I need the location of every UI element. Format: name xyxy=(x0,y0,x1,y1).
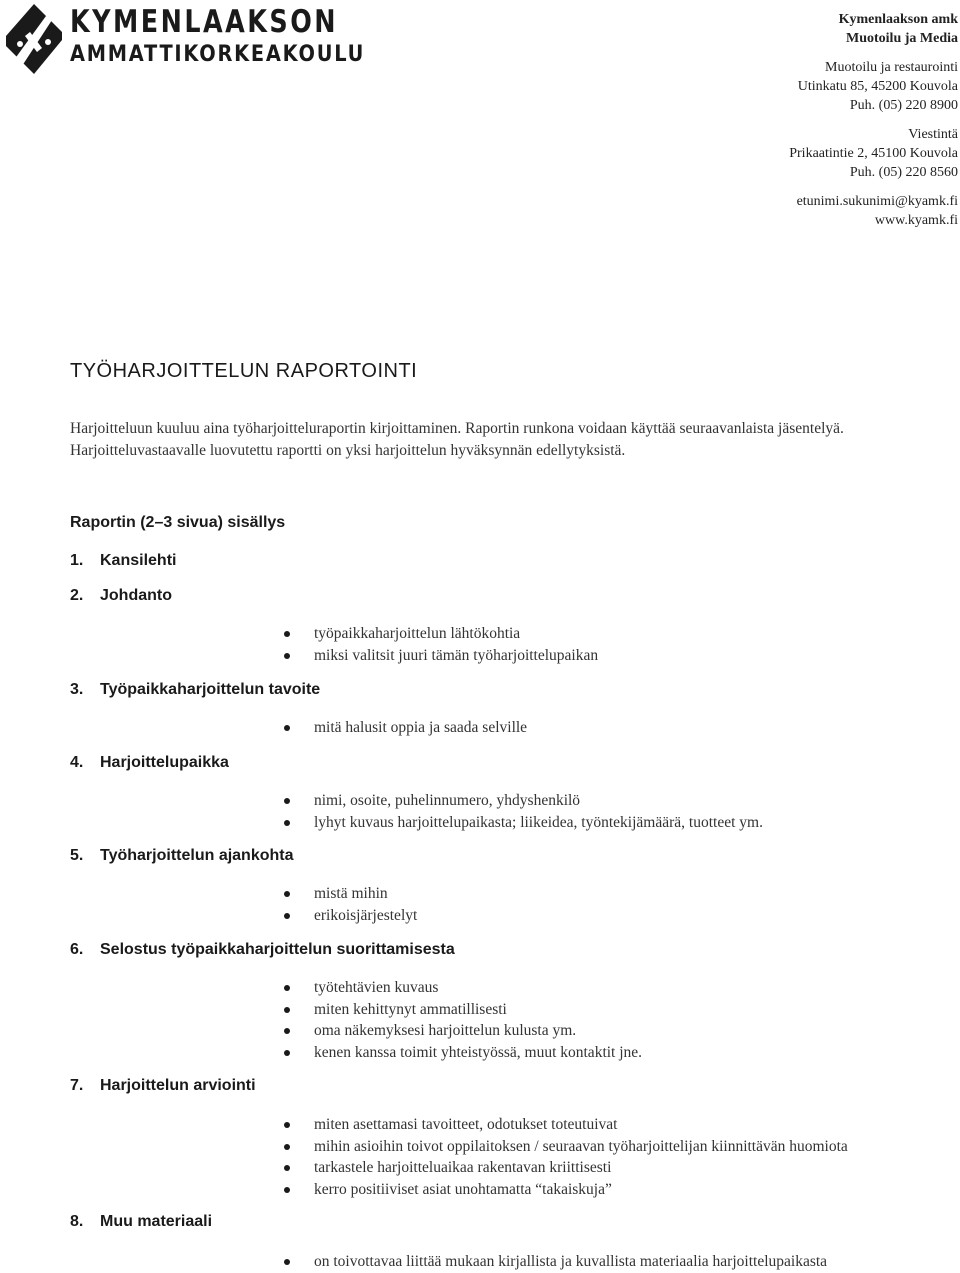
section-label: Työharjoittelun ajankohta xyxy=(100,847,294,864)
section-7-bullets xyxy=(284,1114,848,1200)
intro-line2: Harjoitteluvastaavalle luovutettu raportti on yksi harjoittelun hyväksynnän edellytyksistä. xyxy=(70,442,626,459)
list-item: mistä mihin xyxy=(284,883,417,905)
section-label: Johdanto xyxy=(100,587,172,604)
section-label: Kansilehti xyxy=(100,552,177,569)
section-8-bullets xyxy=(284,1251,827,1273)
section-label: Harjoittelupaikka xyxy=(100,754,229,771)
section-2-bullets xyxy=(284,623,598,666)
list-item: tarkastele harjoitteluaikaa rakentavan kriittisesti xyxy=(284,1157,848,1179)
contact-block xyxy=(658,10,958,230)
section-number: 5. xyxy=(70,847,84,864)
contents-heading: Raportin (2–3 sivua) sisällys xyxy=(70,514,286,531)
intro-paragraph xyxy=(70,418,930,462)
section-label: Työpaikkaharjoittelun tavoite xyxy=(100,681,321,698)
unit2-name: Viestintä xyxy=(908,127,958,142)
section-5-bullets xyxy=(284,883,417,926)
section-number: 1. xyxy=(70,552,84,569)
list-item: lyhyt kuvaus harjoittelupaikasta; liikeidea, työntekijämäärä, tuotteet ym. xyxy=(284,812,763,834)
kyamk-logo xyxy=(4,2,366,80)
unit2-address: Prikaatintie 2, 45100 Kouvola xyxy=(789,146,958,161)
section-number: 3. xyxy=(70,681,84,698)
list-item: erikoisjärjestelyt xyxy=(284,905,417,927)
section-4-bullets xyxy=(284,790,763,833)
section-4-title xyxy=(70,754,229,772)
list-item: oma näkemyksesi harjoittelun kulusta ym. xyxy=(284,1020,642,1042)
section-number: 2. xyxy=(70,587,84,604)
logo-mark-icon xyxy=(4,2,64,80)
section-label: Selostus työpaikkaharjoittelun suorittamisesta xyxy=(100,941,455,958)
contact-org: Kymenlaakson amk xyxy=(838,12,958,27)
section-number: 7. xyxy=(70,1077,84,1094)
section-1-title xyxy=(70,552,176,570)
list-item: työtehtävien kuvaus xyxy=(284,977,642,999)
section-label: Muu materiaali xyxy=(100,1213,213,1230)
section-6-title xyxy=(70,941,455,959)
list-item: kerro positiiviset asiat unohtamatta “takaiskuja” xyxy=(284,1179,848,1201)
section-number: 4. xyxy=(70,754,84,771)
section-number: 8. xyxy=(70,1213,84,1230)
section-6-bullets xyxy=(284,977,642,1063)
unit1-name: Muotoilu ja restaurointi xyxy=(825,60,958,75)
intro-line1: Harjoitteluun kuuluu aina työharjoitteluraportin kirjoittaminen. Raportin runkona voidaan käyttää seuraavanlaista jäsentelyä. xyxy=(70,420,844,437)
logo-text-line2: AMMATTIKORKEAKOULU xyxy=(70,42,366,67)
list-item: on toivottavaa liittää mukaan kirjallista ja kuvallista materiaalia harjoittelupaikasta xyxy=(284,1251,827,1273)
contact-email: etunimi.sukunimi@kyamk.fi xyxy=(796,194,958,209)
unit1-phone: Puh. (05) 220 8900 xyxy=(849,98,958,113)
contact-dept: Muotoilu ja Media xyxy=(846,31,958,46)
list-item: mitä halusit oppia ja saada selville xyxy=(284,717,527,739)
contact-web: www.kyamk.fi xyxy=(874,213,958,228)
logo-text-line1: KYMENLAAKSON xyxy=(70,4,338,40)
list-item: miksi valitsit juuri tämän työharjoittelupaikan xyxy=(284,645,598,667)
unit1-address: Utinkatu 85, 45200 Kouvola xyxy=(797,79,958,94)
section-number: 6. xyxy=(70,941,84,958)
section-2-title xyxy=(70,587,172,605)
section-5-title xyxy=(70,847,294,865)
list-item: kenen kanssa toimit yhteistyössä, muut kontaktit jne. xyxy=(284,1042,642,1064)
unit2-phone: Puh. (05) 220 8560 xyxy=(849,165,958,180)
list-item: miten asettamasi tavoitteet, odotukset toteutuivat xyxy=(284,1114,848,1136)
section-3-title xyxy=(70,681,320,699)
section-8-title xyxy=(70,1213,212,1231)
section-label: Harjoittelun arviointi xyxy=(100,1077,256,1094)
list-item: työpaikkaharjoittelun lähtökohtia xyxy=(284,623,598,645)
section-3-bullets xyxy=(284,717,527,739)
list-item: miten kehittynyt ammatillisesti xyxy=(284,999,642,1021)
section-7-title xyxy=(70,1077,256,1095)
list-item: nimi, osoite, puhelinnumero, yhdyshenkilö xyxy=(284,790,763,812)
page-title: TYÖHARJOITTELUN RAPORTOINTI xyxy=(70,360,418,382)
list-item: mihin asioihin toivot oppilaitoksen / seuraavan työharjoittelijan kiinnittävän huomiota xyxy=(284,1136,848,1158)
